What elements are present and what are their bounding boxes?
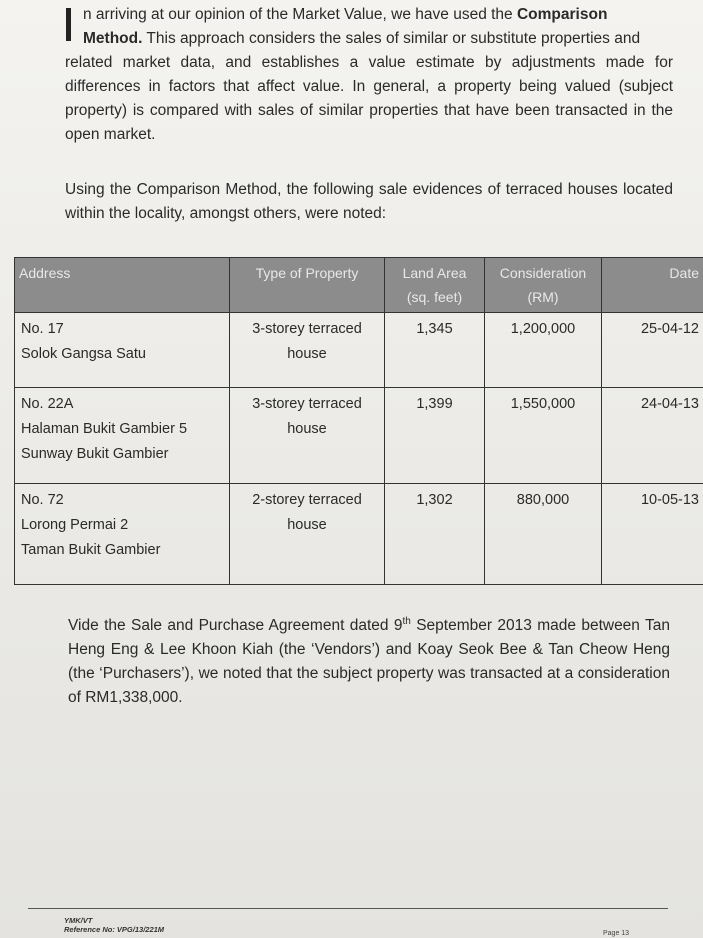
cell-address: No. 17 Solok Gangsa Satu	[15, 313, 230, 388]
header-land-area: Land Area (sq. feet)	[385, 258, 485, 313]
cell-land-area: 1,345	[385, 313, 485, 388]
header-type: Type of Property	[230, 258, 385, 313]
vide-superscript: th	[402, 616, 411, 627]
method-paragraph: Using the Comparison Method, the following sale evidences of terraced houses located within the locality, amongst others, were noted:	[65, 181, 673, 222]
page-number: Page 13	[603, 930, 630, 937]
sale-evidence-table	[14, 257, 703, 585]
vide-text-b: September 2013 made between Tan Heng Eng & Lee Khoon Kiah (the ‘Vendors’) and Koay Seok Bee & Tan Cheow Heng (the ‘Purchasers’), we noted that the subject property was transacted at a consideration of RM1,338,000.	[68, 617, 670, 707]
table-header-row	[15, 258, 703, 313]
intro-line-2: This approach considers the sales of similar or substitute properties and	[142, 30, 641, 47]
intro-rest: related market data, and establishes a value estimate by adjustments made for differences in factors that affect value. In general, a property being valued (subject property) is compared with sales of similar properties that have been transacted in the open market.	[65, 54, 673, 143]
vide-paragraph	[68, 610, 670, 710]
cell-address: No. 22A Halaman Bukit Gambier 5 Sunway Bukit Gambier	[15, 388, 230, 484]
intro-bold-method: Method.	[83, 30, 143, 47]
cell-date: 10-05-13	[602, 484, 703, 585]
footer-reference: Reference No: VPG/13/221M	[64, 925, 165, 934]
intro-line-1: n arriving at our opinion of the Market Value, we have used the	[83, 6, 517, 23]
footer-reference-block	[64, 916, 164, 934]
header-consideration: Consideration (RM)	[485, 258, 602, 313]
cell-consideration: 1,550,000	[485, 388, 602, 484]
intro-bold-comparison: Comparison	[516, 6, 608, 23]
cell-type: 3-storey terraced house	[230, 388, 385, 484]
cell-land-area: 1,399	[385, 388, 485, 484]
cell-type: 3-storey terraced house	[230, 313, 385, 388]
cell-land-area: 1,302	[385, 484, 485, 585]
header-date: Date	[602, 258, 703, 313]
table-row	[15, 484, 703, 585]
cell-date: 25-04-12	[602, 313, 703, 388]
cell-consideration: 880,000	[485, 484, 602, 585]
footer-divider	[28, 908, 668, 909]
cell-date: 24-04-13	[602, 388, 703, 484]
cell-consideration: 1,200,000	[485, 313, 602, 388]
vide-text-a: Vide the Sale and Purchase Agreement dated 9	[68, 617, 403, 635]
cell-address: No. 72 Lorong Permai 2 Taman Bukit Gambier	[15, 484, 230, 585]
intro-paragraph	[65, 3, 673, 147]
table-row	[15, 388, 703, 484]
footer-initials: YMK/VT	[64, 916, 93, 925]
table-row	[15, 313, 703, 388]
header-address: Address	[15, 258, 230, 313]
cell-type: 2-storey terraced house	[230, 484, 385, 585]
